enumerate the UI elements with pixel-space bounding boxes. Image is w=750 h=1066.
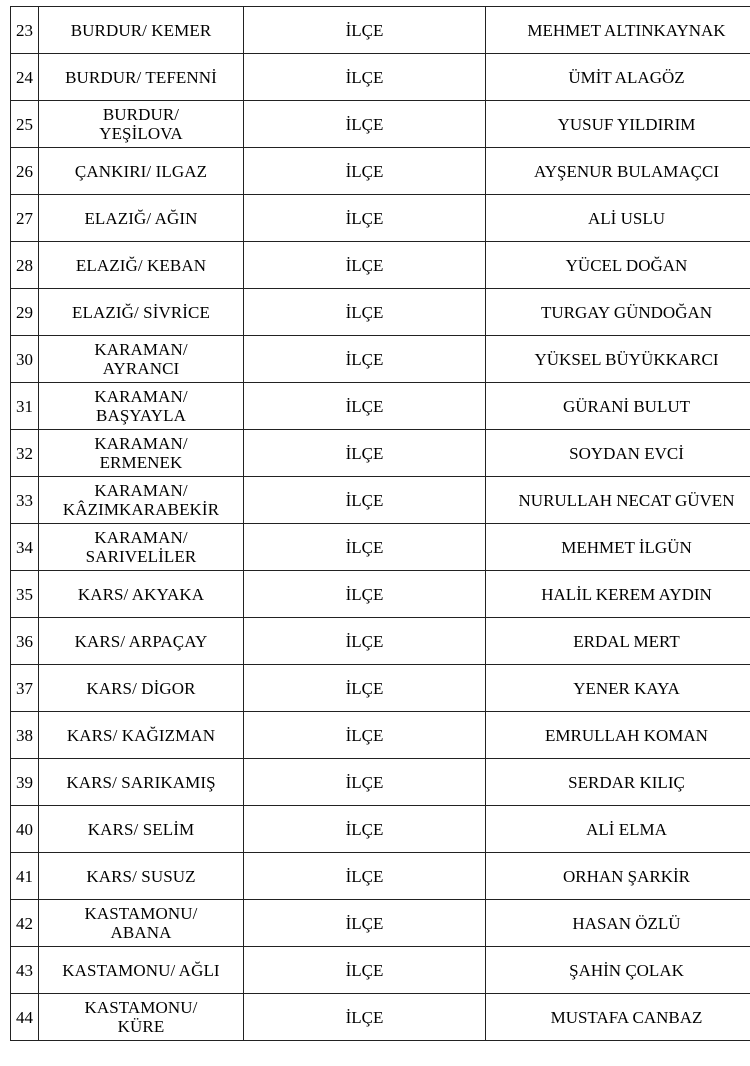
table-row [11,101,750,148]
district-line: KARS/ SARIKAMIŞ [66,772,216,792]
table-row [11,54,750,101]
district-cell [39,994,244,1041]
district-line: ÇANKIRI/ ILGAZ [74,161,208,181]
document-page [10,6,750,1041]
unit-type-cell: İLÇE [244,7,486,54]
unit-type-cell: İLÇE [244,759,486,806]
district-cell [39,7,244,54]
table-row [11,195,750,242]
person-name-cell: MUSTAFA CANBAZ [486,994,750,1041]
row-number: 40 [11,806,39,853]
district-cell [39,54,244,101]
unit-type-cell: İLÇE [244,524,486,571]
row-number: 36 [11,618,39,665]
district-cell [39,101,244,148]
district-cell [39,242,244,289]
person-name-cell: MEHMET ALTINKAYNAK [486,7,750,54]
row-number: 38 [11,712,39,759]
unit-type-cell: İLÇE [244,994,486,1041]
district-cell [39,853,244,900]
row-number: 31 [11,383,39,430]
table-row [11,383,750,430]
table-body [11,7,750,1041]
row-number: 33 [11,477,39,524]
unit-type-cell: İLÇE [244,853,486,900]
district-line: KASTAMONU/ AĞLI [62,960,220,980]
district-cell [39,665,244,712]
candidates-table [10,6,750,1041]
person-name-cell: HALİL KEREM AYDIN [486,571,750,618]
table-row [11,148,750,195]
district-cell [39,289,244,336]
unit-type-cell: İLÇE [244,618,486,665]
row-number: 23 [11,7,39,54]
district-cell [39,806,244,853]
person-name-cell: NURULLAH NECAT GÜVEN [486,477,750,524]
district-cell [39,524,244,571]
district-line: KARS/ KAĞIZMAN [66,725,216,745]
person-name-cell: SERDAR KILIÇ [486,759,750,806]
table-row [11,7,750,54]
district-line: ERMENEK [99,453,183,472]
table-row [11,900,750,947]
district-line: ABANA [110,923,172,942]
row-number: 37 [11,665,39,712]
unit-type-cell: İLÇE [244,289,486,336]
unit-type-cell: İLÇE [244,477,486,524]
unit-type-cell: İLÇE [244,148,486,195]
district-cell [39,148,244,195]
row-number: 29 [11,289,39,336]
row-number: 42 [11,900,39,947]
person-name-cell: MEHMET İLGÜN [486,524,750,571]
district-line: KARAMAN/ [94,387,188,406]
table-row [11,289,750,336]
district-cell [39,336,244,383]
unit-type-cell: İLÇE [244,571,486,618]
row-number: 25 [11,101,39,148]
district-cell [39,571,244,618]
unit-type-cell: İLÇE [244,336,486,383]
district-line: KASTAMONU/ [84,998,198,1017]
unit-type-cell: İLÇE [244,242,486,289]
district-cell [39,947,244,994]
district-line: BURDUR/ KEMER [70,20,212,40]
unit-type-cell: İLÇE [244,54,486,101]
unit-type-cell: İLÇE [244,195,486,242]
district-cell [39,477,244,524]
unit-type-cell: İLÇE [244,665,486,712]
district-line: KÂZIMKARABEKİR [62,500,220,519]
row-number: 44 [11,994,39,1041]
table-row [11,242,750,289]
district-line: KARS/ SELİM [87,819,195,839]
table-row [11,712,750,759]
row-number: 35 [11,571,39,618]
district-line: KARS/ DİGOR [86,678,196,698]
table-row [11,477,750,524]
table-row [11,665,750,712]
district-line: KARAMAN/ [94,528,188,547]
district-cell [39,900,244,947]
person-name-cell: SOYDAN EVCİ [486,430,750,477]
person-name-cell: ALİ USLU [486,195,750,242]
district-line: BURDUR/ TEFENNİ [65,67,217,87]
row-number: 43 [11,947,39,994]
unit-type-cell: İLÇE [244,101,486,148]
district-line: ELAZIĞ/ AĞIN [84,208,198,228]
row-number: 24 [11,54,39,101]
table-row [11,336,750,383]
unit-type-cell: İLÇE [244,383,486,430]
table-row [11,759,750,806]
person-name-cell: ALİ ELMA [486,806,750,853]
table-row [11,947,750,994]
person-name-cell: YENER KAYA [486,665,750,712]
district-line: BAŞYAYLA [96,406,186,425]
person-name-cell: HASAN ÖZLÜ [486,900,750,947]
district-line: KARAMAN/ [94,434,188,453]
person-name-cell: GÜRANİ BULUT [486,383,750,430]
district-cell [39,759,244,806]
person-name-cell: ÜMİT ALAGÖZ [486,54,750,101]
row-number: 26 [11,148,39,195]
unit-type-cell: İLÇE [244,947,486,994]
district-line: KARAMAN/ [94,340,188,359]
district-cell [39,712,244,759]
table-row [11,806,750,853]
person-name-cell: YÜCEL DOĞAN [486,242,750,289]
district-line: ELAZIĞ/ SİVRİCE [72,302,210,322]
person-name-cell: YUSUF YILDIRIM [486,101,750,148]
table-row [11,994,750,1041]
district-line: KÜRE [117,1017,165,1036]
row-number: 32 [11,430,39,477]
row-number: 41 [11,853,39,900]
district-line: KARS/ SUSUZ [86,866,196,886]
person-name-cell: TURGAY GÜNDOĞAN [486,289,750,336]
unit-type-cell: İLÇE [244,430,486,477]
person-name-cell: EMRULLAH KOMAN [486,712,750,759]
district-cell [39,383,244,430]
person-name-cell: AYŞENUR BULAMAÇCI [486,148,750,195]
row-number: 39 [11,759,39,806]
unit-type-cell: İLÇE [244,806,486,853]
district-cell [39,430,244,477]
table-row [11,571,750,618]
district-line: SARIVELİLER [85,547,197,566]
table-row [11,430,750,477]
person-name-cell: ORHAN ŞARKİR [486,853,750,900]
table-row [11,618,750,665]
district-line: BURDUR/ [102,105,180,124]
district-line: KARAMAN/ [94,481,188,500]
row-number: 28 [11,242,39,289]
district-line: KASTAMONU/ [84,904,198,923]
district-line: AYRANCI [102,359,180,378]
table-row [11,853,750,900]
district-cell [39,195,244,242]
district-line: YEŞİLOVA [99,124,183,143]
row-number: 27 [11,195,39,242]
district-cell [39,618,244,665]
district-line: KARS/ AKYAKA [77,584,205,604]
person-name-cell: ŞAHİN ÇOLAK [486,947,750,994]
person-name-cell: ERDAL MERT [486,618,750,665]
unit-type-cell: İLÇE [244,900,486,947]
unit-type-cell: İLÇE [244,712,486,759]
table-row [11,524,750,571]
district-line: ELAZIĞ/ KEBAN [75,255,207,275]
district-line: KARS/ ARPAÇAY [74,631,208,651]
row-number: 30 [11,336,39,383]
person-name-cell: YÜKSEL BÜYÜKKARCI [486,336,750,383]
row-number: 34 [11,524,39,571]
